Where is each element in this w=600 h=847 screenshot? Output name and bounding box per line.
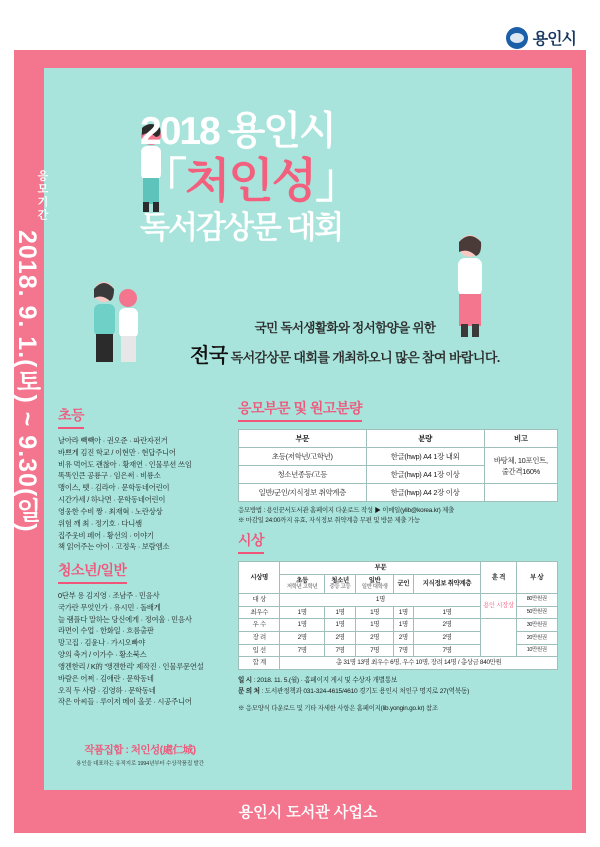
table-row — [239, 657, 558, 670]
cell-division: 초등(저학년/고학년) — [239, 448, 367, 466]
collection-subtitle: 용인을 대표하는 유적지로 1994년부터 수상작품집 발간 — [76, 761, 204, 767]
entry-period-date: 2018. 9. 1.(토) ~ 9.30(일) — [13, 230, 41, 533]
col-header-divisions: 부문 — [280, 562, 481, 575]
subcol-elementary — [280, 574, 324, 593]
subtitle-line-2 — [150, 339, 540, 368]
cell-note-line2: 줄간격160% — [501, 466, 540, 476]
cell-rank-mayor: 용인 시장상 — [481, 593, 516, 618]
cell-count: 1명 — [324, 606, 355, 619]
logo-emblem-icon — [506, 27, 528, 49]
title-line-3: 독서감상문 대회 — [140, 209, 343, 245]
footer-info — [238, 675, 558, 697]
title-bracket-close: 」 — [315, 153, 361, 207]
poster-title — [140, 110, 520, 246]
list-item: 늘 램플다 말하는 당신에게 · 정여울 · 민음사 — [58, 614, 192, 624]
subtitle-emphasis: 전국 — [190, 345, 228, 367]
cell-count: 1명 — [324, 619, 355, 632]
award-heading-text: 시상 — [238, 530, 264, 554]
entry-heading — [238, 398, 558, 422]
cell-count: 1명 — [413, 606, 481, 619]
footer-info-label: 일 시 — [238, 676, 252, 684]
collection-title: 작품집합 : 처인성(處仁城) — [84, 744, 196, 756]
youth-book-list — [58, 590, 228, 708]
cell-rank-empty — [481, 619, 516, 657]
cell-prize: 10만원권 — [516, 644, 557, 657]
subcol-youth-sub: 중등 고등 — [329, 584, 351, 591]
list-item: 비유 먹어도 괜찮아 · 황재연 · 인물루션 쓰임 — [58, 459, 192, 469]
cell-count: 1명 — [356, 619, 394, 632]
cell-prize: 80만원권 — [516, 593, 557, 606]
list-item: 작은 아씨들 · 루이저 메이 올콧 · 시공주니어 — [58, 697, 192, 707]
cell-count: 2명 — [394, 631, 413, 644]
cell-count: 7명 — [413, 644, 481, 657]
award-heading — [238, 530, 558, 554]
cell-count: 7명 — [356, 644, 394, 657]
subcol-youth — [324, 574, 355, 593]
list-item: 책 읽어주는 아이 · 고정욱 · 보람엠소 — [58, 542, 170, 552]
cell-note — [484, 448, 557, 484]
cell-count: 7명 — [280, 644, 324, 657]
award-section — [238, 530, 558, 712]
cell-note — [484, 484, 557, 502]
cell-prize: 50만원권 — [516, 606, 557, 619]
entry-note-1: 응모방법 : 용인꾼서도서관 홈페이지 다운로드 작성 ▶ 이메일(ylib@korea.kr) 제출 — [238, 507, 455, 514]
cell-grand-count: 1명 — [280, 593, 481, 606]
elementary-book-list — [58, 435, 218, 553]
cell-award-name: 대 상 — [239, 593, 280, 606]
list-item: 똑똑인큰 공룡구 · 임은써 · 비룡소 — [58, 471, 161, 481]
col-header-length: 분량 — [366, 430, 484, 448]
col-header-division: 부문 — [239, 430, 367, 448]
subcol-general-sub: 일반 대학생 — [361, 584, 388, 591]
list-item: 라면이 수업 · 한화일 · 흐름출판 — [58, 626, 154, 636]
cell-count: 1명 — [356, 606, 394, 619]
entry-note-2: ※ 마감일 24:00까지 유효, 자식정보 취약계층 무편 및 방문 제출 가능 — [238, 517, 420, 525]
person-illustration-3 — [86, 278, 146, 374]
list-item: 앵겐한리 / K的 '앵겐한리' 제작진 · 인물루문연설 — [58, 661, 204, 671]
col-header-award-name: 시상명 — [239, 562, 280, 594]
cell-prize: 20만원권 — [516, 631, 557, 644]
cell-count: 2명 — [280, 631, 324, 644]
table-row — [239, 593, 558, 606]
footer-info-label: 문 의 처 — [238, 688, 260, 696]
cell-award-name: 우 수 — [239, 619, 280, 632]
list-item: 0단부 용 김지영 · 조남주 · 민음사 — [58, 591, 160, 600]
cell-award-name: 합 계 — [239, 657, 280, 670]
col-header-prize: 부 상 — [516, 562, 557, 594]
cell-count: 2명 — [356, 631, 394, 644]
list-item: 망고집 · 김윤나 · 가시오빠야 — [58, 638, 146, 648]
subtitle-line-2-text: 독서감상문 대회를 개최하오니 많은 참여 바랍니다. — [230, 350, 500, 365]
cell-prize: 30만원권 — [516, 619, 557, 632]
entry-period-label: 응모기간 — [36, 170, 48, 222]
cell-count: 1명 — [394, 606, 413, 619]
col-header-rank: 훈 격 — [481, 562, 516, 594]
subtitle-block — [150, 318, 540, 368]
award-table — [238, 561, 558, 670]
elementary-section — [58, 405, 218, 553]
title-line-1: 2018 용인시 — [140, 110, 335, 153]
footer-info-row: 문 의 처 : 도서관정책과 031-324-4615/4610 경기도 용인시 처인구 명지로 27(역북동) — [238, 688, 470, 696]
yongin-city-logo — [506, 26, 576, 49]
title-bracket-open: 「 — [140, 153, 185, 207]
youth-section — [58, 560, 228, 708]
table-row — [239, 448, 558, 466]
cell-total: 총 31명 13명 최우수 6명, 우수 10명, 장려 14명 / 총상금 840만원 — [280, 657, 558, 670]
list-item: 바람은 어쩌 · 김애란 · 문학동네 — [58, 673, 154, 683]
subtitle-line-1: 국민 독서생활화와 정서함양을 위한 — [254, 321, 436, 335]
youth-heading — [58, 560, 228, 584]
table-row — [239, 484, 558, 502]
cell-award-name: 장 려 — [239, 631, 280, 644]
entry-heading-text: 응모부문 및 원고분량 — [238, 398, 362, 422]
subcol-military: 군인 — [394, 574, 413, 593]
cell-count: 2명 — [413, 619, 481, 632]
subcol-info-vulnerable: 지식정보 취약계층 — [413, 574, 481, 593]
cell-count: 7명 — [324, 644, 355, 657]
cell-count: 2명 — [324, 631, 355, 644]
cell-length: 한글(hwp) A4 1장 내외 — [366, 448, 484, 466]
list-item: 영웅한 수비 짱 · 최재혁 · 노란상상 — [58, 506, 163, 516]
table-row — [239, 619, 558, 632]
subcol-elementary-sub: 저학년 고학년 — [286, 584, 318, 591]
list-item: 국가란 무엇인가 · 유시민 · 돌배게 — [58, 602, 161, 612]
footer-info-value: 도서관정책과 031-324-4615/4610 경기도 용인시 처인구 명지로 27(역북동) — [264, 688, 470, 696]
cell-length: 한글(hwp) A4 1장 이상 — [366, 466, 484, 484]
subcol-general-label: 일반 — [368, 576, 381, 584]
col-header-note: 비고 — [484, 430, 557, 448]
title-main-word: 처인성 — [185, 153, 316, 207]
title-line-2 — [140, 155, 520, 207]
subcol-youth-label: 청소년 — [331, 576, 349, 584]
table-header-row — [239, 562, 558, 575]
list-item: 오직 두 사람 · 김영하 · 문학동네 — [58, 685, 156, 695]
cell-count: 1명 — [280, 619, 324, 632]
cell-award-name: 입 선 — [239, 644, 280, 657]
list-item: 위험 깨 최 · 정기호 · 다니쌤 — [58, 518, 142, 528]
subcol-general — [356, 574, 394, 593]
cell-note-line1: 바탕체, 10포인트, — [493, 455, 548, 465]
list-item: 시간가세 / 하나면 · 문학동네어린이 — [58, 495, 166, 505]
list-item: 양의 축거 / 이가수 · 황소북스 — [58, 650, 147, 660]
organizer-label: 용인시 도서관 사업소 — [238, 804, 378, 821]
list-item: 날아라 빽빽아 · 권오준 · 파란자전거 — [58, 436, 168, 445]
elementary-heading — [58, 405, 218, 429]
list-item: 바쁘게 김진 학교 / 이현만 · 현답주니어 — [58, 447, 176, 457]
list-item: 집주웃비 페어 · 황선의 · 이야기 — [58, 530, 154, 540]
cell-division: 청소년종등/고등 — [239, 466, 367, 484]
cell-count: 1명 — [280, 606, 324, 619]
subcol-elementary-label: 초등 — [296, 576, 309, 584]
youth-heading-text: 청소년/일반 — [58, 560, 127, 584]
footer-note: ※ 응모양식 다운로드 및 기타 자세한 사항은 홈페이지(lib.yongin.go.kr) 참조 — [238, 705, 438, 713]
cell-count: 2명 — [413, 631, 481, 644]
entry-notes — [238, 506, 558, 527]
logo-label: 용인시 — [532, 31, 576, 48]
list-item: 맹이스, 똇 · 김라아 · 문학동네어린이 — [58, 483, 170, 493]
cell-award-name: 최우수 — [239, 606, 280, 619]
cell-division: 일반/군인/지식정보 취약계층 — [239, 484, 367, 502]
elementary-heading-text: 초등 — [58, 405, 84, 429]
collection-name-block — [50, 742, 230, 768]
cell-count: 7명 — [394, 644, 413, 657]
organizer-bar — [44, 790, 572, 833]
footer-info-value: 2018. 11. 5.(월) · 홈페이지 게시 및 수상자 개별통보 — [256, 676, 398, 684]
footer-info-row: 일 시 : 2018. 11. 5.(월) · 홈페이지 게시 및 수상자 개별통보 — [238, 676, 398, 684]
table-header-row — [239, 430, 558, 448]
cell-count: 1명 — [394, 619, 413, 632]
cell-length: 한글(hwp) A4 2장 이상 — [366, 484, 484, 502]
entry-table — [238, 429, 558, 502]
entry-section — [238, 398, 558, 527]
